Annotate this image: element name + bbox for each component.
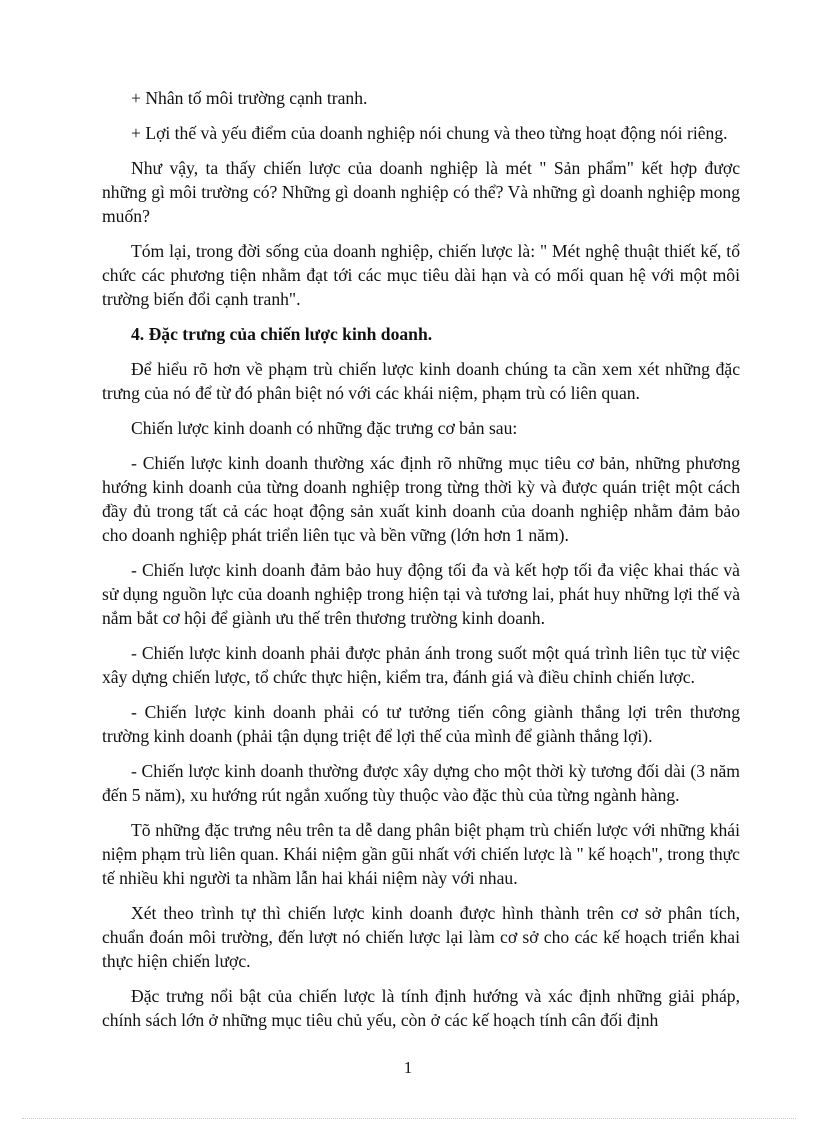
paragraph-characteristic-duration: - Chiến lược kinh doanh thường được xây dựng cho một thời kỳ tương đối dài (3 năm đến 5 năm), xu hướng rút ngắn xuống tùy thuộc vào đặc thù của từng ngành hàng.	[102, 761, 740, 805]
paragraph-characteristic-resources: - Chiến lược kinh doanh đảm bảo huy động tối đa và kết hợp tối đa việc khai thác và sử dụng nguồn lực của doanh nghiệp trong hiện tại và tương lai, phát huy những lợi thế và nắm bắt cơ hội để giành ưu thế trên thương trường kinh doanh.	[102, 560, 740, 628]
paragraph-orientation: Đặc trưng nổi bật của chiến lược là tính định hướng và xác định những giải pháp, chính sách lớn ở những mục tiêu chủ yếu, còn ở các kế hoạch tính cân đối định	[102, 986, 740, 1030]
paragraph-strengths-weaknesses: + Lợi thế và yếu điểm của doanh nghiệp nói chung và theo từng hoạt động nói riêng.	[131, 123, 728, 143]
paragraph-competitive-factor: + Nhân tố môi trường cạnh tranh.	[131, 88, 368, 108]
paragraph-strategy-summary: Tóm lại, trong đời sống của doanh nghiệp, chiến lược là: " Mét nghệ thuật thiết kế, tổ chức các phương tiện nhằm đạt tới các mục tiêu dài hạn và có mối quan hệ với một môi trường biến đổi cạnh tranh".	[102, 241, 740, 309]
section-heading: 4. Đặc trưng của chiến lược kinh doanh.	[131, 324, 433, 344]
paragraph-characteristics-lead: Chiến lược kinh doanh có những đặc trưng cơ bản sau:	[131, 418, 518, 438]
paragraph-intro: Để hiểu rõ hơn về phạm trù chiến lược kinh doanh chúng ta cần xem xét những đặc trưng của nó để từ đó phân biệt nó với các khái niệm, phạm trù có liên quan.	[102, 359, 740, 403]
paragraph-characteristic-offensive: - Chiến lược kinh doanh phải có tư tưởng tiến công giành thắng lợi trên thương trường kinh doanh (phải tận dụng triệt để lợi thế của mình để giành thắng lợi).	[102, 702, 740, 746]
page-number: 1	[403, 1058, 413, 1077]
paragraph-sequence: Xét theo trình tự thì chiến lược kinh doanh được hình thành trên cơ sở phân tích, chuẩn đoán môi trường, đến lượt nó chiến lược lại làm cơ sở cho các kế hoạch triển khai thực hiện chiến lược.	[102, 903, 740, 971]
page-bottom-divider	[22, 1118, 796, 1119]
paragraph-characteristic-process: - Chiến lược kinh doanh phải được phản ánh trong suốt một quá trình liên tục từ việc xây dựng chiến lược, tổ chức thực hiện, kiểm tra, đánh giá và điều chỉnh chiến lược.	[102, 643, 740, 687]
paragraph-strategy-vs-plan: Tõ những đặc trưng nêu trên ta dễ dang phân biệt phạm trù chiến lược với những khái niệm phạm trù liên quan. Khái niệm gần gũi nhất với chiến lược là " kế hoạch", trong thực tế nhiều khi người ta nhầm lẫn hai khái niệm này với nhau.	[102, 820, 740, 888]
page-body	[102, 86, 740, 1032]
paragraph-strategy-product: Như vậy, ta thấy chiến lược của doanh nghiệp là mét " Sản phẩm" kết hợp được những gì môi trường có? Những gì doanh nghiệp có thể? Và những gì doanh nghiệp mong muốn?	[102, 158, 740, 226]
paragraph-characteristic-goals: - Chiến lược kinh doanh thường xác định rõ những mục tiêu cơ bản, những phương hướng kinh doanh của từng doanh nghiệp trong từng thời kỳ và được quán triệt một cách đầy đủ trong tất cả các hoạt động sản xuất kinh doanh của doanh nghiệp nhằm đảm bảo cho doanh nghiệp phát triển liên tục và bền vững (lớn hơn 1 năm).	[102, 453, 740, 545]
